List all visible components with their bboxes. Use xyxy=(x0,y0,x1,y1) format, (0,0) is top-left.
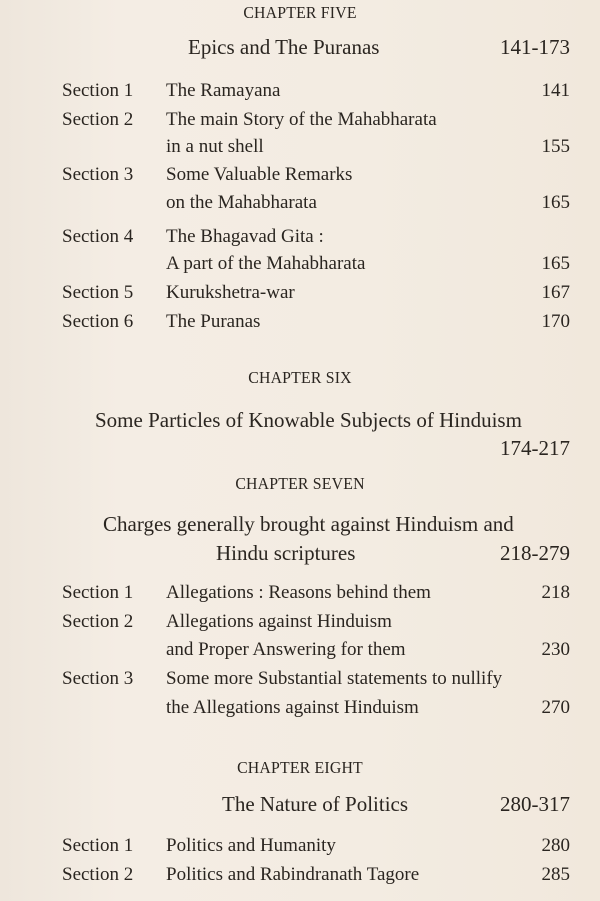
section-label: Section 3 xyxy=(62,668,134,689)
section-label: Section 2 xyxy=(62,864,134,885)
section-page: 165 xyxy=(541,192,570,213)
chapter-title: Some Particles of Knowable Subjects of Hinduism xyxy=(95,408,522,432)
chapter-title: Epics and The Puranas xyxy=(188,35,380,59)
section-title: The Puranas xyxy=(166,311,261,332)
section-page: 167 xyxy=(541,282,570,303)
section-title: Some Valuable Remarks xyxy=(166,164,353,185)
chapter-page-range: 174-217 xyxy=(500,436,570,460)
chapter-label: CHAPTER SIX xyxy=(248,368,352,387)
section-title: The main Story of the Mahabharata xyxy=(166,109,437,130)
section-label: Section 6 xyxy=(62,311,134,332)
chapter-page-range: 141-173 xyxy=(500,35,570,59)
section-label: Section 4 xyxy=(62,226,134,247)
section-title-continued: A part of the Mahabharata xyxy=(166,253,366,274)
section-page: 141 xyxy=(541,80,570,101)
section-page: 218 xyxy=(541,582,570,603)
section-title-continued: the Allegations against Hinduism xyxy=(166,697,419,718)
section-label: Section 2 xyxy=(62,109,134,130)
section-page: 155 xyxy=(541,136,570,157)
section-title-continued: and Proper Answering for them xyxy=(166,639,406,660)
section-title: Politics and Rabindranath Tagore xyxy=(166,864,420,885)
section-title: The Bhagavad Gita : xyxy=(166,226,324,247)
section-page: 170 xyxy=(541,311,570,332)
chapter-label: CHAPTER FIVE xyxy=(243,3,357,22)
chapter-label: CHAPTER EIGHT xyxy=(237,758,363,777)
section-label: Section 1 xyxy=(62,835,134,856)
section-title: Allegations against Hinduism xyxy=(166,611,392,632)
section-label: Section 2 xyxy=(62,611,134,632)
chapter-page-range: 280-317 xyxy=(500,792,570,816)
section-page: 165 xyxy=(541,253,570,274)
section-title: Allegations : Reasons behind them xyxy=(166,582,431,603)
section-page: 270 xyxy=(541,697,570,718)
section-title: Kurukshetra-war xyxy=(166,282,295,303)
section-label: Section 3 xyxy=(62,164,134,185)
section-title-continued: in a nut shell xyxy=(166,136,264,157)
chapter-page-range: 218-279 xyxy=(500,541,570,565)
section-page: 280 xyxy=(541,835,570,856)
chapter-label: CHAPTER SEVEN xyxy=(235,474,365,493)
section-label: Section 1 xyxy=(62,80,134,101)
section-label: Section 5 xyxy=(62,282,134,303)
section-page: 285 xyxy=(541,864,570,885)
section-title: Some more Substantial statements to nullify xyxy=(166,668,503,689)
section-title-continued: on the Mahabharata xyxy=(166,192,317,213)
chapter-title: Charges generally brought against Hinduism and xyxy=(103,512,514,536)
section-page: 230 xyxy=(541,639,570,660)
section-label: Section 1 xyxy=(62,582,134,603)
section-title: The Ramayana xyxy=(166,80,281,101)
chapter-title-continued: Hindu scriptures xyxy=(216,541,356,565)
chapter-title: The Nature of Politics xyxy=(222,792,409,816)
section-title: Politics and Humanity xyxy=(166,835,336,856)
